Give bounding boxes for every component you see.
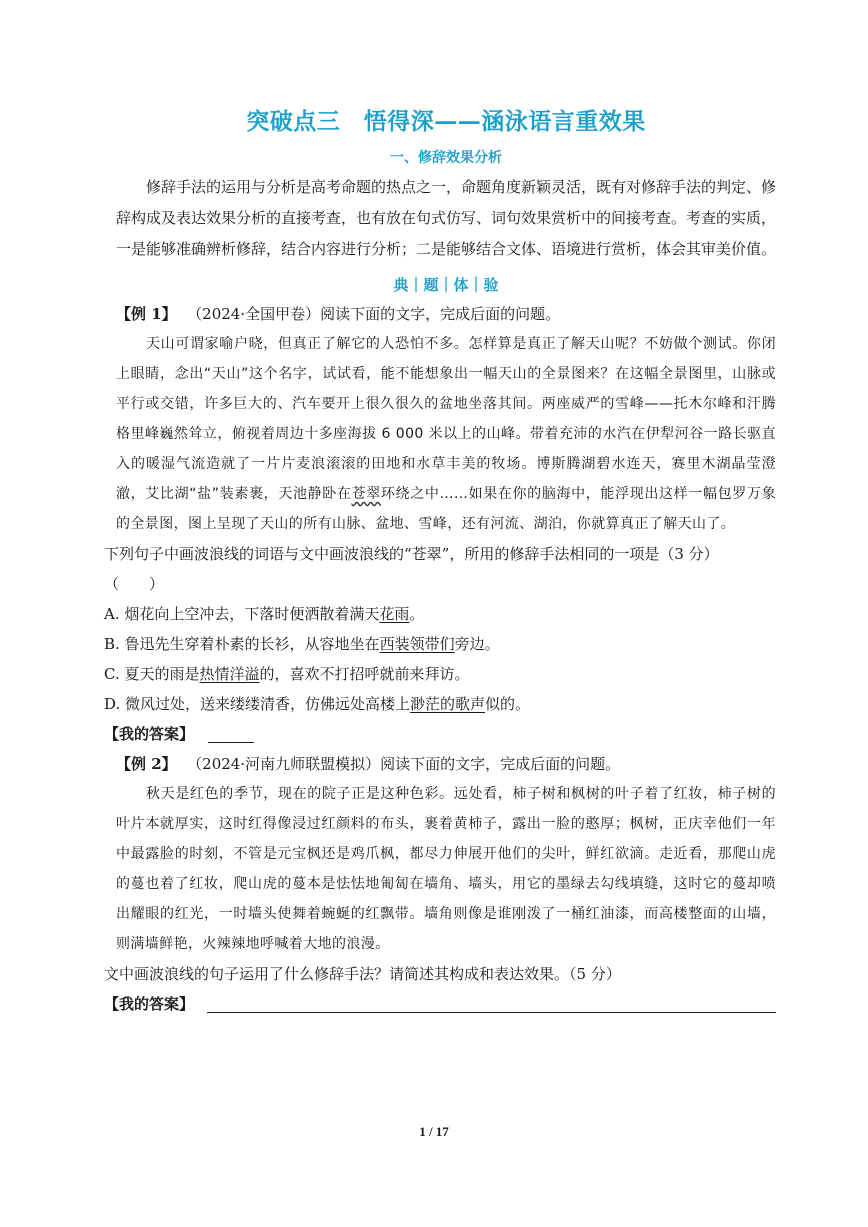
intro-paragraph: 修辞手法的运用与分析是高考命题的热点之一，命题角度新颖灵活，既有对修辞手法的判定、修辞构成及表达效果分析的直接考查，也有放在句式仿写、词句效果赏析中的间接考查。考查的实质，一是能够准确辨析修辞，结合内容进行分析；二是能够结合文体、语境进行赏析，体会其审美价值。 <box>116 178 777 258</box>
option-b-pre: B. 鲁迅先生穿着朴素的长衫，从容地坐在 <box>104 635 380 653</box>
example1-answer-row <box>104 719 776 749</box>
option-d-post: 似的。 <box>485 695 531 713</box>
page-title: 突破点三 悟得深——涵泳语言重效果 <box>246 108 646 135</box>
example1-answer-blank[interactable] <box>208 726 254 743</box>
example1-passage-before: 天山可谓家喻户晓，但真正了解它的人恐怕不多。怎样算是真正了解天山呢？不妨做个测试。你闭上眼睛，念出“天山”这个名字，试试看，能不能想象出一幅天山的全景图来？在这幅全景图里，山脉或平行或交错，许多巨大的、汽车要开上很久很久的盆地坐落其间。两座威严的雪峰——托木尔峰和汗腾格里峰巍然耸立，俯视着周边十多座海拔 6 000 米以上的山峰。带着充沛的水汽在伊犁河谷一路长驱直入的暖湿气流造就了一片片麦浪滚滚的田地和水草丰美的牧场。博斯腾湖碧水连天，赛里木湖晶莹澄澈，艾比湖“盐”装素裹，天池静卧在 <box>116 336 776 502</box>
example1-wavy-word: 苍翠 <box>351 486 381 502</box>
section-subtitle: 一、修辞效果分析 <box>390 150 502 166</box>
example2-answer-row <box>104 989 776 1019</box>
example2-answer-blank[interactable] <box>207 996 776 1013</box>
example2-header <box>116 749 776 779</box>
option-a <box>104 599 776 629</box>
section-label: 典｜题｜体｜验 <box>393 276 499 294</box>
option-c <box>104 659 776 689</box>
example1-tag: 【例 1】 <box>116 305 177 323</box>
example2-question: 文中画波浪线的句子运用了什么修辞手法？请简述其构成和表达效果。（5 分） <box>104 965 621 983</box>
option-b-post: 旁边。 <box>454 635 500 653</box>
option-b <box>104 629 776 659</box>
example1-bracket: （ ） <box>104 575 165 593</box>
example1-source: （2024·全国甲卷）阅读下面的文字，完成后面的问题。 <box>194 305 561 323</box>
option-b-underlined: 西装领带们 <box>379 635 455 653</box>
option-a-pre: A. 烟花向上空冲去，下落时便洒散着满天 <box>104 605 380 623</box>
option-d <box>104 689 776 719</box>
example1-passage <box>116 329 776 539</box>
page-content <box>104 100 777 1019</box>
option-c-pre: C. 夏天的雨是 <box>104 665 200 683</box>
option-c-post: 的，喜欢不打招呼就前来拜访。 <box>259 665 470 683</box>
page-number: 1 / 17 <box>419 1124 449 1139</box>
example2-passage: 秋天是红色的季节，现在的院子正是这种色彩。远处看，柿子树和枫树的叶子着了红妆，柿子树的叶片本就厚实，这时红得像浸过红颜料的布头，裹着黄柿子，露出一脸的憨厚；枫树，正庆幸他们一年中最露脸的时刻，不管是元宝枫还是鸡爪枫，都尽力伸展开他们的尖叶，鲜红欲滴。走近看，那爬山虎的蔓也着了红妆，爬山虎的蔓本是怯怯地匍匐在墙角、墙头，用它的墨绿去勾线填缝，这时它的蔓却喷出耀眼的红光，一时墙头使舞着蜿蜒的红飘带。墙角则像是谁刚泼了一桶红油漆，而高楼整面的山墙，则满墙鲜艳，火辣辣地呼喊着大地的浪漫。 <box>116 786 776 952</box>
example2-answer-label: 【我的答案】 <box>104 995 195 1013</box>
option-a-underlined: 花雨 <box>379 605 410 623</box>
example1-answer-label: 【我的答案】 <box>104 725 195 743</box>
option-d-pre: D. 微风过处，送来缕缕清香，仿佛远处高楼上 <box>104 695 411 713</box>
option-d-underlined: 渺茫的歌声 <box>410 695 486 713</box>
option-a-post: 。 <box>409 605 425 623</box>
example1-header <box>116 299 776 329</box>
example1-question <box>104 539 776 599</box>
example1-question-text: 下列句子中画波浪线的词语与文中画波浪线的“苍翠”，所用的修辞手法相同的一项是（3 分） <box>104 545 719 563</box>
example2-tag: 【例 2】 <box>116 755 177 773</box>
option-c-underlined: 热情洋溢 <box>199 665 260 683</box>
example2-source: （2024·河南九师联盟模拟）阅读下面的文字，完成后面的问题。 <box>194 755 621 773</box>
example1-passage-after: 环绕之中……如果在你的脑海中，能浮现出这样一幅包罗万象的全景图，图上呈现了天山的所有山脉、盆地、雪峰，还有河流、湖泊，你就算真正了解天山了。 <box>116 486 776 532</box>
